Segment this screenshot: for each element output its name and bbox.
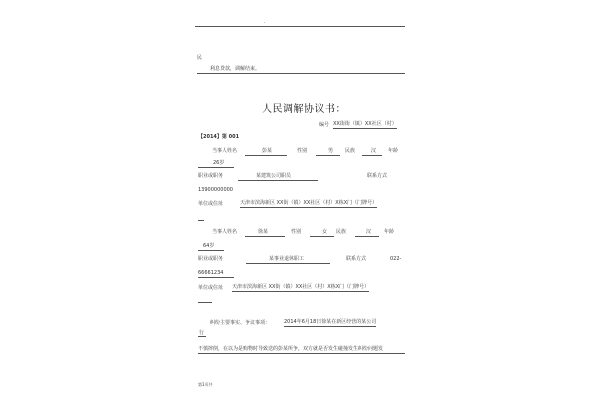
party2-name-value: 徐某 [258,229,269,235]
party2-contact-label: 联系方式 [346,256,367,262]
dispute-line3: 不慎摔倒，在以为是购物时导致送的彭某所争，双方就是否发生碰撞发生纠纷问题发 [198,346,384,352]
party2-job-label: 职业或职务 [198,256,224,262]
fragment-line-text: 利息贷款，调解结束。 [210,66,261,72]
party1-gender-label: 性别 [297,148,308,154]
party2-age-value: 64岁 [203,243,215,249]
party1-address-label: 单位或住址 [198,201,224,207]
fragment-rule [197,73,405,74]
party1-name-value: 彭某 [262,148,273,154]
party2-age-label: 年龄 [384,229,395,235]
party1-age-label: 年龄 [388,148,399,154]
party1-age-underline [198,167,234,168]
party2-ethnic-label: 民族 [336,229,347,235]
document-title: 人民调解协议书： [262,104,346,115]
page-footer: 第1页共 [198,382,213,387]
number-value: XX街街（镇）XX社区（村） [333,121,397,127]
party2-address-label: 单位或住址 [198,285,224,291]
party1-address-continuation [198,220,204,221]
party1-gender-underline [316,155,340,156]
party1-job-underline [238,180,318,181]
party2-age-underline [198,250,224,251]
top-rule [195,26,405,27]
party2-phone: 66661234 [198,270,224,276]
party2-gender-label: 性别 [291,229,302,235]
party1-contact-label: 联系方式 [367,173,388,179]
party2-job-value: 某事业退休职工 [269,256,305,262]
party2-address-continuation [198,302,212,303]
party1-ethnic-label: 民族 [345,148,356,154]
party2-ethnic-value: 汉 [366,229,372,235]
number-label: 编号 [319,122,330,128]
dispute-line3-underline [198,353,405,354]
party1-job-label: 职业或职务 [198,173,224,179]
dispute-intro-label: 纠纷主要事实、争议事项： [210,320,271,326]
party2-contact-value: 022- [390,256,402,262]
dispute-intro-value: 2014年6月18日徐某在新区经营的某公司 [284,319,377,325]
party2-ethnic-underline [355,236,379,237]
fragment-char: 民 [197,55,203,61]
party2-gender-underline [310,236,334,237]
dispute-line2-underline [198,336,206,337]
top-mark: . [264,19,266,25]
party2-name-label: 当事人姓名 [212,229,238,235]
dispute-line2: 行 [199,330,205,336]
party2-job-underline [246,263,330,264]
party2-name-underline [245,236,285,237]
party1-ethnic-value: 汉 [371,148,377,154]
party1-gender-value: 男 [328,148,334,154]
year-code: 【2014】第 001 [198,134,240,140]
party1-address-value: 天津市滨海新区 XX街（镇）XX社区（村）X栋X门（门牌号） [240,200,378,206]
party1-ethnic-underline [362,155,382,156]
party1-name-label: 当事人姓名 [212,148,238,154]
party1-age-value: 26岁 [213,160,225,166]
party1-job-value: 某建筑公司职员 [256,173,292,179]
party2-address-value: 天津市滨海新区 XX街（镇）XX社区（村）X栋X门（门牌号） [232,284,370,290]
party2-phone-underline [198,277,234,278]
party2-gender-value: 女 [322,229,328,235]
party1-phone: 13900000000 [198,187,233,193]
party1-name-underline [245,155,287,156]
